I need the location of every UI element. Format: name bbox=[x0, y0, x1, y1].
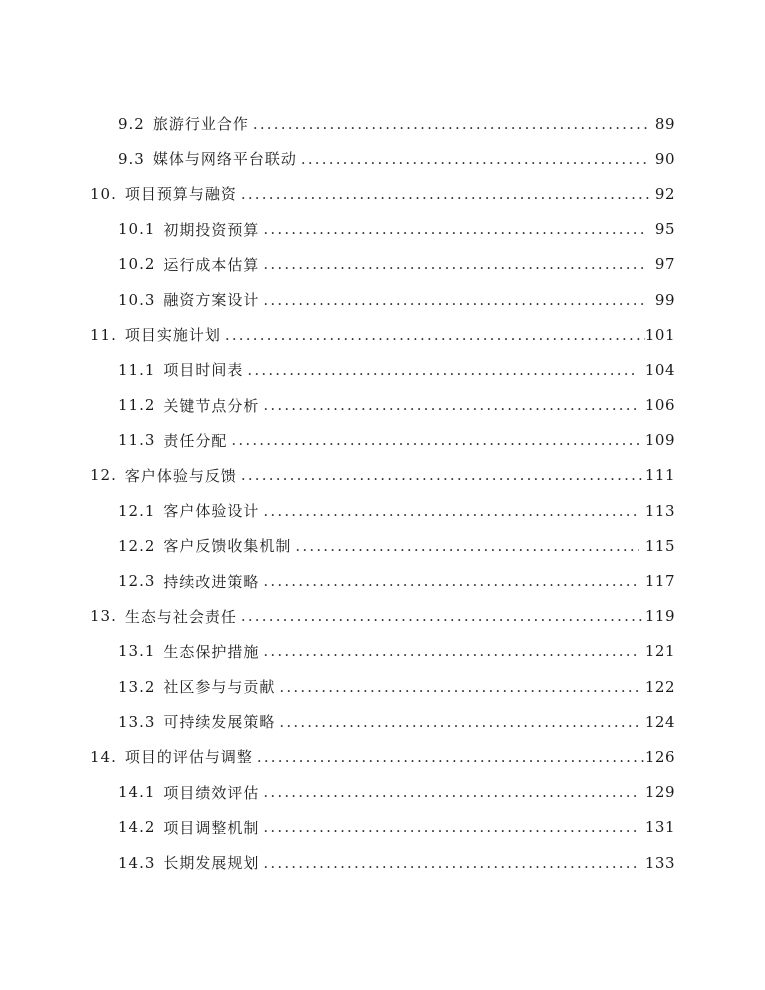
toc-entry-12[interactable] bbox=[0, 458, 765, 493]
toc-title: 媒体与网络平台联动 bbox=[152, 150, 297, 169]
toc-entry-10-1[interactable] bbox=[0, 212, 765, 247]
toc-title: 项目调整机制 bbox=[163, 818, 260, 837]
toc-leader-dots bbox=[241, 185, 653, 203]
toc-page-number: 95 bbox=[654, 220, 675, 239]
toc-title: 项目预算与融资 bbox=[124, 185, 237, 204]
toc-entry-12-3[interactable] bbox=[0, 563, 765, 598]
toc-number: 13.2 bbox=[118, 677, 156, 696]
toc-entry-11-3[interactable] bbox=[0, 423, 765, 458]
toc-title: 融资方案设计 bbox=[163, 291, 260, 310]
toc-title: 责任分配 bbox=[163, 431, 228, 450]
toc-entry-12-1[interactable] bbox=[0, 493, 765, 528]
toc-page-number: 92 bbox=[654, 184, 675, 203]
toc-entry-13-2[interactable] bbox=[0, 669, 765, 704]
toc-leader-dots bbox=[253, 115, 647, 133]
toc-leader-dots bbox=[263, 396, 638, 414]
toc-page-number: 121 bbox=[644, 642, 675, 661]
toc-page-number: 104 bbox=[644, 360, 675, 379]
toc-leader-dots bbox=[301, 150, 647, 168]
toc-entry-9-3[interactable] bbox=[0, 141, 765, 176]
toc-leader-dots bbox=[231, 431, 638, 449]
toc-page-number: 124 bbox=[644, 712, 675, 731]
toc-leader-dots bbox=[247, 361, 638, 379]
toc-entry-11-2[interactable] bbox=[0, 388, 765, 423]
toc-leader-dots bbox=[225, 326, 645, 344]
toc-leader-dots bbox=[295, 537, 638, 555]
toc-number: 10.2 bbox=[118, 255, 156, 274]
toc-page-number: 131 bbox=[644, 818, 675, 837]
toc-number: 10.1 bbox=[118, 220, 156, 239]
toc-number: 14.2 bbox=[118, 818, 156, 837]
toc-leader-dots bbox=[241, 607, 645, 625]
toc-page-number: 119 bbox=[644, 607, 675, 626]
toc-leader-dots bbox=[263, 220, 647, 238]
toc-title: 关键节点分析 bbox=[163, 396, 260, 415]
toc-number: 11.2 bbox=[118, 396, 156, 415]
toc-page-number: 122 bbox=[644, 677, 675, 696]
toc-number: 11.1 bbox=[118, 360, 156, 379]
toc-entry-13[interactable] bbox=[0, 599, 765, 634]
table-of-contents bbox=[0, 106, 765, 880]
toc-page-number: 133 bbox=[644, 853, 675, 872]
toc-number: 12.1 bbox=[118, 501, 156, 520]
toc-page-number: 97 bbox=[654, 255, 675, 274]
toc-title: 项目的评估与调整 bbox=[124, 748, 253, 767]
toc-leader-dots bbox=[263, 502, 638, 520]
toc-page-number: 99 bbox=[654, 290, 675, 309]
toc-title: 客户体验与反馈 bbox=[124, 466, 237, 485]
toc-number: 9.3 bbox=[118, 149, 145, 168]
toc-leader-dots bbox=[263, 854, 638, 872]
toc-number: 12. bbox=[90, 466, 117, 485]
toc-page-number: 90 bbox=[654, 149, 675, 168]
toc-title: 项目时间表 bbox=[163, 361, 244, 380]
toc-page-number: 89 bbox=[654, 114, 675, 133]
toc-entry-14-2[interactable] bbox=[0, 810, 765, 845]
toc-title: 项目绩效评估 bbox=[163, 783, 260, 802]
toc-number: 10. bbox=[90, 184, 117, 203]
toc-entry-14-3[interactable] bbox=[0, 845, 765, 880]
toc-number: 14. bbox=[90, 747, 117, 766]
toc-page-number: 115 bbox=[644, 536, 675, 555]
toc-entry-11[interactable] bbox=[0, 317, 765, 352]
toc-entry-9-2[interactable] bbox=[0, 106, 765, 141]
toc-leader-dots bbox=[263, 783, 638, 801]
toc-title: 生态与社会责任 bbox=[124, 607, 237, 626]
toc-number: 13.1 bbox=[118, 642, 156, 661]
toc-number: 14.1 bbox=[118, 783, 156, 802]
toc-number: 10.3 bbox=[118, 290, 156, 309]
toc-number: 9.2 bbox=[118, 114, 145, 133]
toc-title: 生态保护措施 bbox=[163, 642, 260, 661]
toc-title: 初期投资预算 bbox=[163, 220, 260, 239]
toc-title: 运行成本估算 bbox=[163, 255, 260, 274]
toc-title: 社区参与与贡献 bbox=[163, 678, 276, 697]
toc-entry-14-1[interactable] bbox=[0, 775, 765, 810]
toc-page-number: 109 bbox=[644, 431, 675, 450]
toc-page-number: 126 bbox=[644, 747, 675, 766]
toc-title: 项目实施计划 bbox=[124, 326, 221, 345]
toc-number: 14.3 bbox=[118, 853, 156, 872]
toc-title: 客户反馈收集机制 bbox=[163, 537, 292, 556]
toc-leader-dots bbox=[263, 255, 647, 273]
toc-leader-dots bbox=[263, 291, 647, 309]
toc-entry-12-2[interactable] bbox=[0, 528, 765, 563]
toc-title: 旅游行业合作 bbox=[152, 115, 249, 134]
toc-page-number: 113 bbox=[644, 501, 675, 520]
toc-number: 12.3 bbox=[118, 572, 156, 591]
toc-leader-dots bbox=[263, 572, 638, 590]
toc-leader-dots bbox=[263, 818, 638, 836]
toc-title: 长期发展规划 bbox=[163, 854, 260, 873]
toc-leader-dots bbox=[241, 466, 645, 484]
toc-entry-14[interactable] bbox=[0, 739, 765, 774]
toc-number: 12.2 bbox=[118, 536, 156, 555]
toc-leader-dots bbox=[257, 748, 645, 766]
toc-leader-dots bbox=[279, 713, 638, 731]
toc-number: 13.3 bbox=[118, 712, 156, 731]
toc-entry-11-1[interactable] bbox=[0, 352, 765, 387]
toc-page-number: 101 bbox=[644, 325, 675, 344]
toc-page-number: 129 bbox=[644, 783, 675, 802]
toc-entry-10-2[interactable] bbox=[0, 247, 765, 282]
toc-page-number: 106 bbox=[644, 396, 675, 415]
toc-entry-13-1[interactable] bbox=[0, 634, 765, 669]
toc-entry-13-3[interactable] bbox=[0, 704, 765, 739]
toc-title: 可持续发展策略 bbox=[163, 713, 276, 732]
toc-number: 13. bbox=[90, 607, 117, 626]
toc-leader-dots bbox=[263, 642, 638, 660]
toc-title: 客户体验设计 bbox=[163, 502, 260, 521]
toc-leader-dots bbox=[279, 678, 638, 696]
toc-page-number: 117 bbox=[644, 572, 675, 591]
toc-entry-10-3[interactable] bbox=[0, 282, 765, 317]
toc-title: 持续改进策略 bbox=[163, 572, 260, 591]
toc-number: 11.3 bbox=[118, 431, 156, 450]
toc-number: 11. bbox=[90, 325, 117, 344]
toc-page-number: 111 bbox=[644, 466, 675, 485]
toc-entry-10[interactable] bbox=[0, 176, 765, 211]
